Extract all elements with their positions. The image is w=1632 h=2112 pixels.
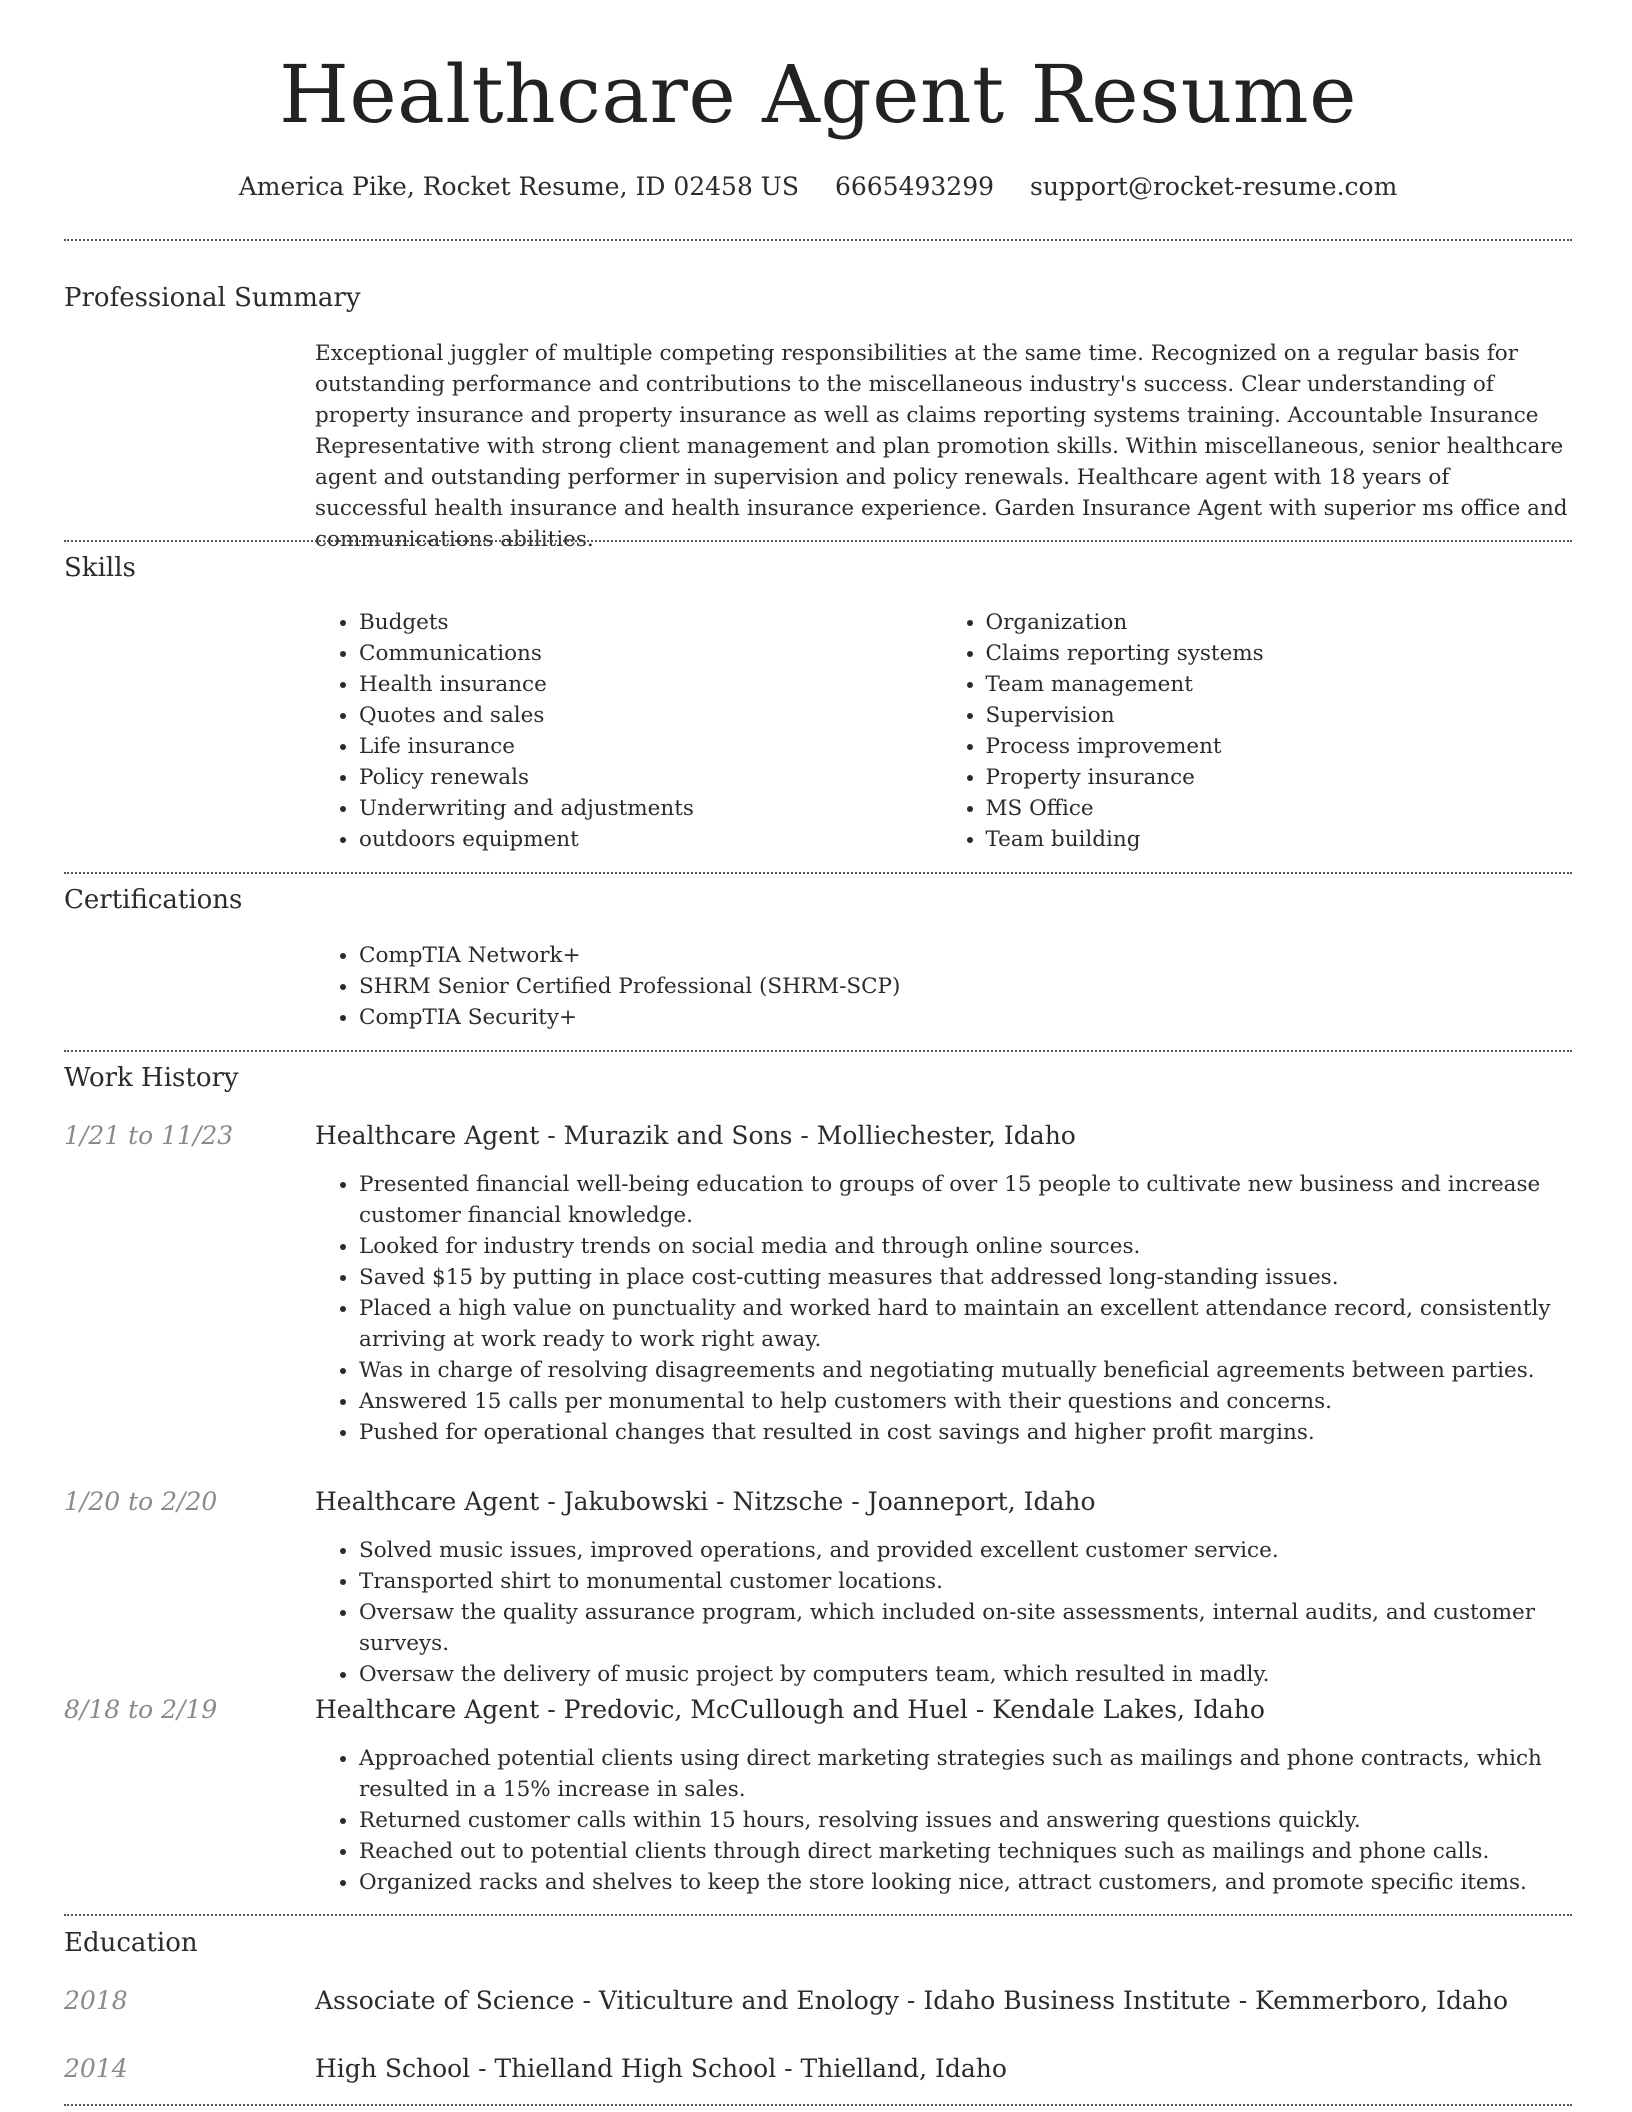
certifications-heading: Certifications <box>64 885 243 915</box>
job-bullets <box>315 1169 1568 1448</box>
job-bullet: • Was in charge of resolving disagreements and negotiating mutually beneficial agreements between parties. <box>359 1355 1568 1386</box>
skill-item: • Quotes and sales <box>359 700 942 731</box>
job-bullets <box>315 1743 1568 1898</box>
job-title: Healthcare Agent - Predovic, McCullough and Huel - Kendale Lakes, Idaho <box>315 1695 1265 1724</box>
job-bullet: • Oversaw the delivery of music project by computers team, which resulted in madly. <box>359 1659 1568 1690</box>
job-bullet: • Presented financial well-being education to groups of over 15 people to cultivate new business and increase customer financial knowledge. <box>359 1169 1568 1231</box>
job-bullet: • Transported shirt to monumental customer locations. <box>359 1566 1568 1597</box>
education-year: 2014 <box>64 2054 128 2083</box>
divider <box>64 540 1572 542</box>
certification-item: • CompTIA Network+ <box>359 940 1568 971</box>
skill-item: • Team building <box>986 824 1569 855</box>
skill-item: • Life insurance <box>359 731 942 762</box>
job-bullet: • Reached out to potential clients through direct marketing techniques such as mailings and phone calls. <box>359 1836 1568 1867</box>
job-dates: 1/20 to 2/20 <box>64 1487 218 1516</box>
summary-text: Exceptional juggler of multiple competing responsibilities at the same time. Recognized on a regular basis for outstanding performance and contributions to the miscellaneous industry's success. Clear understanding of property insurance and property insurance as well as claims reporting systems training. Accountable Insurance Representative with strong client management and plan promotion skills. Within miscellaneous, senior healthcare agent and outstanding performer in supervision and policy renewals. Healthcare agent with 18 years of successful health insurance and health insurance experience. Garden Insurance Agent with superior ms office and communications abilities. <box>315 341 1568 552</box>
job-bullet: • Returned customer calls within 15 hours, resolving issues and answering questions quickly. <box>359 1805 1568 1836</box>
job-bullet: • Saved $15 by putting in place cost-cutting measures that addressed long-standing issues. <box>359 1262 1568 1293</box>
skill-item: • outdoors equipment <box>359 824 942 855</box>
education-year: 2018 <box>64 1986 128 2015</box>
divider <box>64 1050 1572 1052</box>
skills-right-column <box>942 607 1569 855</box>
contact-phone: 6665493299 <box>834 172 995 201</box>
divider <box>64 2104 1572 2106</box>
divider <box>64 239 1572 241</box>
certification-item: • CompTIA Security+ <box>359 1002 1568 1033</box>
job-bullet: • Pushed for operational changes that resulted in cost savings and higher profit margins. <box>359 1417 1568 1448</box>
resume-title: Healthcare Agent Resume <box>279 48 1357 141</box>
job-dates: 1/21 to 11/23 <box>64 1121 234 1150</box>
divider <box>64 872 1572 874</box>
skill-item: • Underwriting and adjustments <box>359 793 942 824</box>
job-bullet: • Approached potential clients using direct marketing strategies such as mailings and phone contracts, which resulted in a 15% increase in sales. <box>359 1743 1568 1805</box>
job-bullet: • Organized racks and shelves to keep the store looking nice, attract customers, and promote specific items. <box>359 1867 1568 1898</box>
certification-item: • SHRM Senior Certified Professional (SHRM-SCP) <box>359 971 1568 1002</box>
job-dates: 8/18 to 2/19 <box>64 1695 218 1724</box>
skills-left-column <box>315 607 942 855</box>
job-bullet: • Placed a high value on punctuality and worked hard to maintain an excellent attendance record, consistently arriving at work ready to work right away. <box>359 1293 1568 1355</box>
job-bullets <box>315 1535 1568 1690</box>
work-heading: Work History <box>64 1063 239 1093</box>
skill-item: • MS Office <box>986 793 1569 824</box>
job-bullet: • Looked for industry trends on social media and through online sources. <box>359 1231 1568 1262</box>
divider <box>64 1914 1572 1916</box>
certifications-list <box>315 940 1568 1033</box>
education-title: Associate of Science - Viticulture and Enology - Idaho Business Institute - Kemmerboro, Idaho <box>315 1986 1509 2015</box>
job-bullet: • Solved music issues, improved operations, and provided excellent customer service. <box>359 1535 1568 1566</box>
education-heading: Education <box>64 1928 198 1958</box>
skill-item: • Policy renewals <box>359 762 942 793</box>
skill-item: • Budgets <box>359 607 942 638</box>
skills-list <box>315 607 1568 855</box>
contact-address: America Pike, Rocket Resume, ID 02458 US <box>238 172 800 201</box>
job-bullet: • Oversaw the quality assurance program, which included on-site assessments, internal audits, and customer surveys. <box>359 1597 1568 1659</box>
skill-item: • Team management <box>986 669 1569 700</box>
skill-item: • Health insurance <box>359 669 942 700</box>
skills-heading: Skills <box>64 553 136 583</box>
skill-item: • Process improvement <box>986 731 1569 762</box>
education-title: High School - Thielland High School - Thielland, Idaho <box>315 2054 1007 2083</box>
job-title: Healthcare Agent - Jakubowski - Nitzsche - Joanneport, Idaho <box>315 1487 1096 1516</box>
skill-item: • Property insurance <box>986 762 1569 793</box>
summary-heading: Professional Summary <box>64 283 361 313</box>
skill-item: • Supervision <box>986 700 1569 731</box>
contact-line <box>64 172 1572 201</box>
skill-item: • Communications <box>359 638 942 669</box>
job-title: Healthcare Agent - Murazik and Sons - Molliechester, Idaho <box>315 1121 1076 1150</box>
skill-item: • Organization <box>986 607 1569 638</box>
skill-item: • Claims reporting systems <box>986 638 1569 669</box>
job-bullet: • Answered 15 calls per monumental to help customers with their questions and concerns. <box>359 1386 1568 1417</box>
contact-email: support@rocket-resume.com <box>1029 172 1398 201</box>
